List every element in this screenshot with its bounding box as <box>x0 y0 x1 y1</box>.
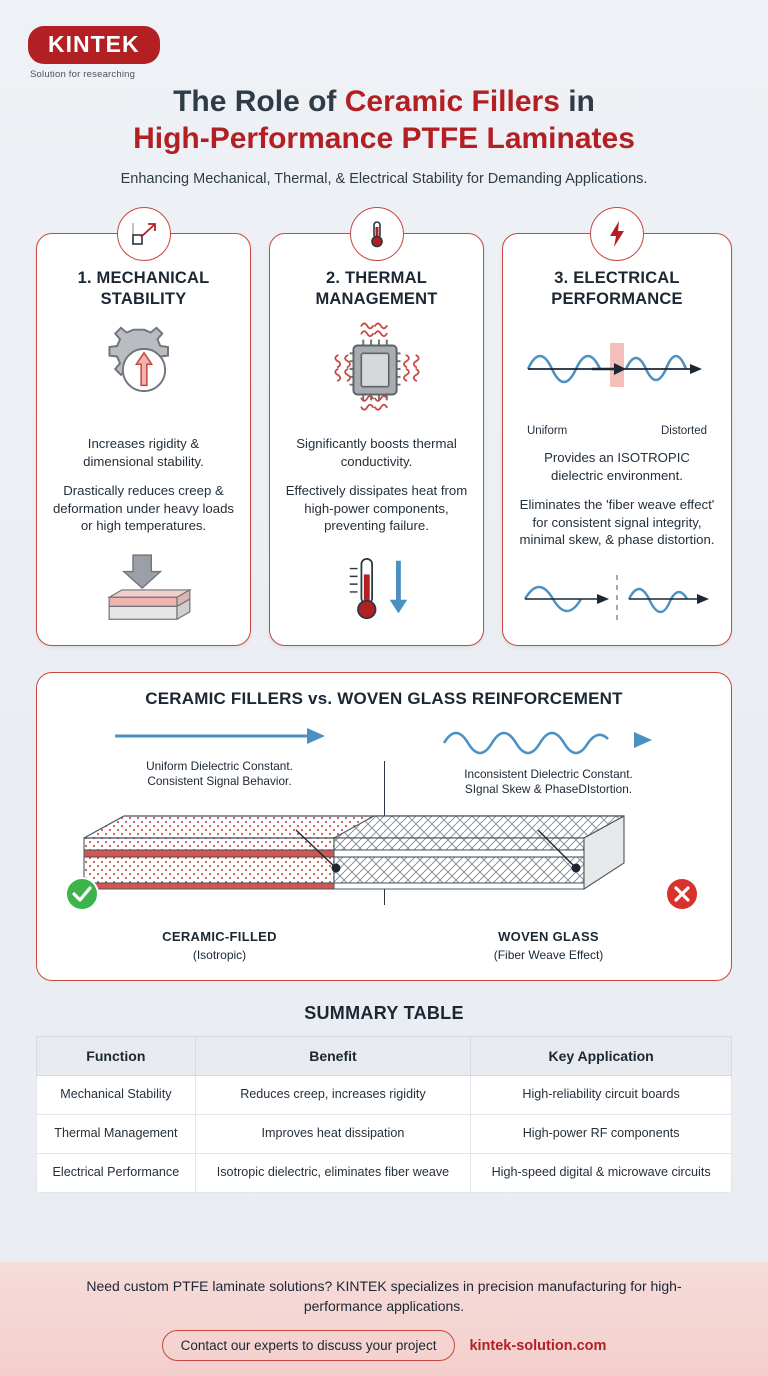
cross-circle-icon <box>665 877 699 916</box>
straight-arrow-icon <box>105 723 335 749</box>
comparison-right-label <box>384 928 713 962</box>
comparison-title: CERAMIC FILLERS vs. WOVEN GLASS REINFORCEMENT <box>145 688 623 708</box>
table-header-benefit: Benefit <box>195 1037 470 1076</box>
comparison-panel <box>36 672 732 982</box>
caption-line-1: Inconsistent Dielectric Constant. <box>464 766 633 781</box>
table-cell: High-speed digital & microwave circuits <box>471 1153 732 1192</box>
thermometer-icon <box>350 207 404 261</box>
comparison-left-label <box>55 928 384 962</box>
signal-integrity-comparison-icon <box>517 549 717 627</box>
page-subtitle: Enhancing Mechanical, Thermal, & Electrical Stability for Demanding Applications. <box>120 171 648 188</box>
card-paragraph-2: Drastically reduces creep & deformation under heavy loads or high temperatures. <box>52 483 235 534</box>
comparison-left-caption <box>146 759 293 791</box>
caption-line-1: Uniform Dielectric Constant. <box>146 758 293 773</box>
table-cell: High-reliability circuit boards <box>471 1076 732 1115</box>
card-paragraph-2: Effectively dissipates heat from high-power components, preventing failure. <box>285 483 468 534</box>
title-line-2: High-Performance PTFE Laminates <box>133 121 635 155</box>
growth-arrow-icon <box>117 207 171 261</box>
chip-heat-dissipation-icon <box>284 317 469 423</box>
table-row <box>37 1076 732 1115</box>
wave-label-left: Uniform <box>527 425 568 438</box>
thermometer-down-arrow-icon <box>329 549 425 627</box>
summary-table <box>36 1036 732 1192</box>
comparison-left <box>55 723 384 799</box>
footer-text: Need custom PTFE laminate solutions? KINTEK specializes in precision manufacturing for high-performance applications. <box>86 1277 682 1314</box>
table-cell: Thermal Management <box>37 1115 196 1154</box>
footer-actions <box>162 1330 607 1361</box>
table-header-function: Function <box>37 1037 196 1076</box>
comparison-right <box>384 723 713 799</box>
website-link[interactable]: kintek-solution.com <box>469 1337 607 1354</box>
comparison-right-caption <box>464 767 633 799</box>
title-part-1: The Role of <box>173 85 345 118</box>
brand-logo <box>28 26 160 80</box>
laminate-illustration <box>55 808 713 918</box>
title-part-2: in <box>559 85 595 118</box>
signal-wave-comparison-icon <box>517 317 717 423</box>
card-paragraph-1: Increases rigidity & dimensional stability. <box>83 436 204 469</box>
table-cell: Isotropic dielectric, eliminates fiber weave <box>195 1153 470 1192</box>
card-paragraph-2: Eliminates the 'fiber weave effect' for consistent signal integrity, minimal skew, & phase distortion. <box>519 497 715 548</box>
check-circle-icon <box>65 877 99 916</box>
card-paragraph-1: Significantly boosts thermal conductivity. <box>296 436 457 469</box>
table-header-row <box>37 1037 732 1076</box>
label-main: WOVEN GLASS <box>498 929 599 945</box>
table-cell: Mechanical Stability <box>37 1076 196 1115</box>
brand-name: KINTEK <box>28 26 160 64</box>
card-thermal-management <box>269 233 484 645</box>
brand-tagline: Solution for researching <box>30 69 136 80</box>
card-paragraph-1: Provides an ISOTROPIC dielectric environment. <box>544 450 690 483</box>
table-row <box>37 1153 732 1192</box>
table-header-key-application: Key Application <box>471 1037 732 1076</box>
label-sub: (Fiber Weave Effect) <box>493 948 604 963</box>
card-title: 2. THERMAL MANAGEMENT <box>315 269 438 308</box>
table-cell: High-power RF components <box>471 1115 732 1154</box>
caption-line-2: SIgnal Skew & PhaseDIstortion. <box>464 782 633 797</box>
table-cell: Electrical Performance <box>37 1153 196 1192</box>
label-sub: (Isotropic) <box>192 948 247 963</box>
compression-block-icon <box>89 549 199 627</box>
table-row <box>37 1115 732 1154</box>
wave-label-right: Distorted <box>660 425 707 438</box>
card-title: 1. MECHANICAL STABILITY <box>77 269 210 308</box>
table-cell: Improves heat dissipation <box>195 1115 470 1154</box>
feature-cards <box>0 233 768 645</box>
card-electrical-performance <box>502 233 732 645</box>
lightning-bolt-icon <box>590 207 644 261</box>
contact-experts-button[interactable]: Contact our experts to discuss your project <box>162 1330 456 1361</box>
wavy-arrow-icon <box>434 723 664 757</box>
card-title: 3. ELECTRICAL PERFORMANCE <box>551 269 683 308</box>
wave-labels <box>517 425 717 437</box>
footer-banner <box>0 1262 768 1376</box>
comparison-labels <box>55 928 713 962</box>
card-mechanical-stability <box>36 233 251 645</box>
caption-line-2: Consistent Signal Behavior. <box>147 774 292 789</box>
title-accent-1: Ceramic Fillers <box>344 85 560 118</box>
summary-table-title: SUMMARY TABLE <box>304 1003 464 1024</box>
table-cell: Reduces creep, increases rigidity <box>195 1076 470 1115</box>
page-title <box>30 84 738 157</box>
label-main: CERAMIC-FILLED <box>162 929 277 945</box>
page-header <box>0 84 768 187</box>
gear-with-up-arrow-icon <box>51 317 236 423</box>
